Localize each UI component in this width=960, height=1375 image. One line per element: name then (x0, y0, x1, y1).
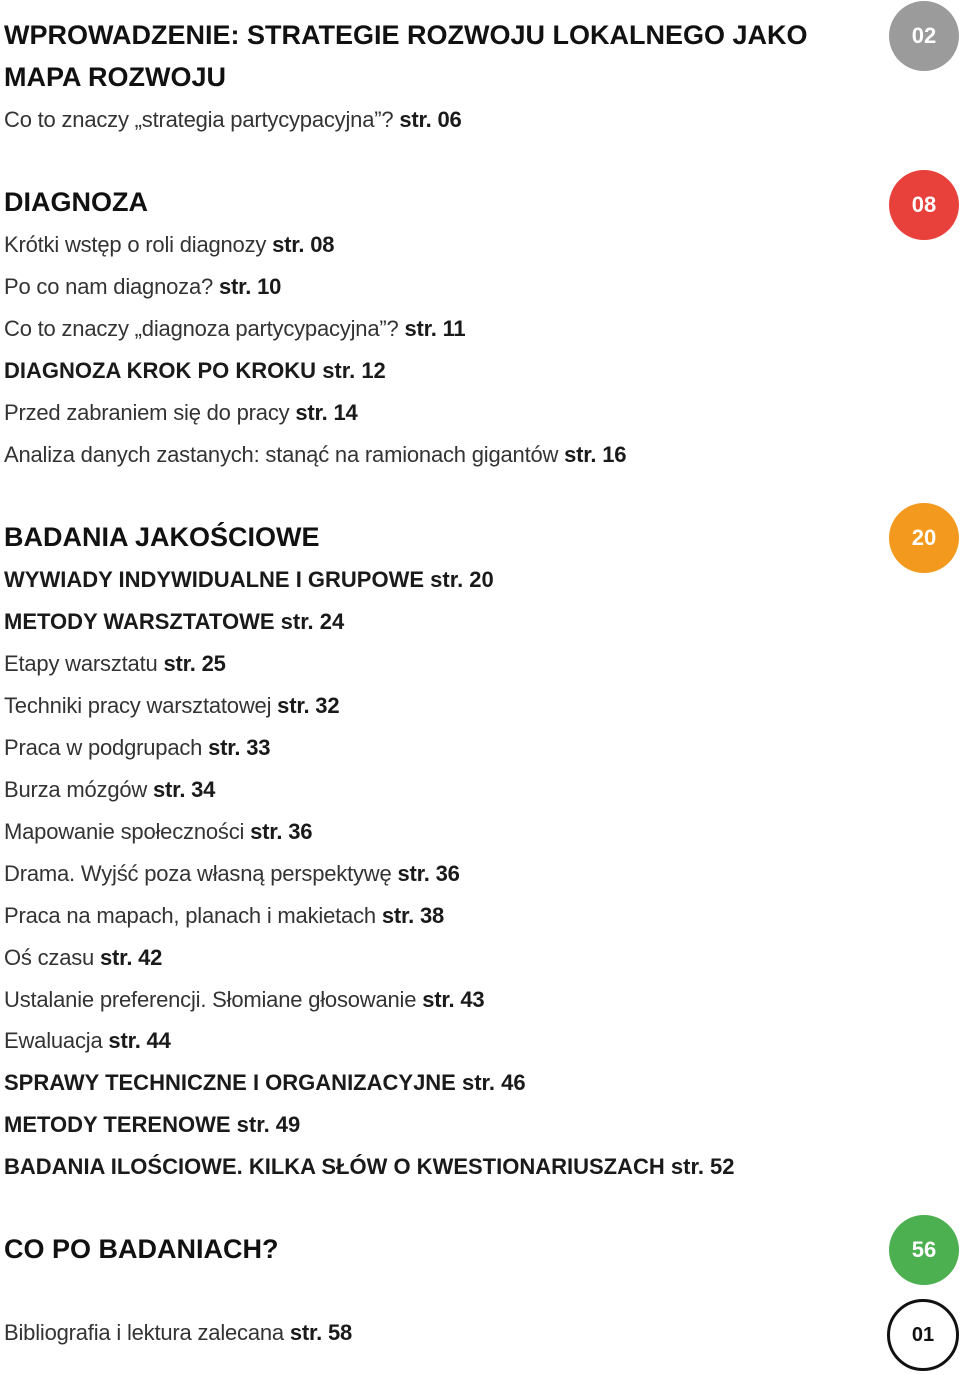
toc-entry-text: Drama. Wyjść poza własną perspektywę (4, 861, 398, 886)
toc-entry[interactable] (4, 314, 465, 344)
toc-entry[interactable] (4, 398, 358, 428)
toc-entry[interactable] (4, 272, 281, 302)
toc-entry[interactable] (4, 1318, 352, 1348)
toc-entry-page: str. 34 (153, 777, 216, 802)
section-title-wprowadzenie-line2: MAPA ROZWOJU (4, 62, 226, 92)
toc-entry[interactable] (4, 691, 339, 721)
toc-entry-text: Analiza danych zastanych: stanąć na ramionach gigantów (4, 442, 565, 467)
toc-entry-text: Mapowanie społeczności (4, 819, 251, 844)
toc-entry[interactable] (4, 733, 270, 763)
toc-entry-text: METODY TERENOWE (4, 1112, 237, 1137)
toc-entry[interactable] (4, 1152, 735, 1182)
toc-entry-page: str. 06 (399, 107, 462, 132)
toc-entry-text: Etapy warsztatu (4, 651, 164, 676)
toc-entry[interactable] (4, 817, 312, 847)
toc-entry-page: str. 32 (277, 693, 340, 718)
toc-entry[interactable] (4, 565, 494, 595)
toc-entry[interactable] (4, 440, 626, 470)
toc-entry-text: METODY WARSZTATOWE (4, 609, 281, 634)
toc-entry-text: Ewaluacja (4, 1028, 109, 1053)
toc-entry-page: str. 36 (397, 861, 460, 886)
toc-entry-page: str. 24 (280, 609, 345, 634)
toc-entry-page: str. 46 (461, 1070, 526, 1095)
toc-entry-text: SPRAWY TECHNICZNE I ORGANIZACYJNE (4, 1070, 462, 1095)
toc-entry-text: Co to znaczy „diagnoza partycypacyjna”? (4, 316, 405, 341)
toc-entry[interactable] (4, 649, 226, 679)
toc-entry[interactable] (4, 775, 215, 805)
toc-entry-page: str. 16 (564, 442, 627, 467)
toc-entry-text: Oś czasu (4, 945, 101, 970)
toc-entry-page: str. 12 (322, 358, 386, 383)
toc-entry-page: str. 14 (295, 400, 358, 425)
toc-entry[interactable] (4, 901, 444, 931)
toc-entry[interactable] (4, 943, 162, 973)
toc-entry[interactable] (4, 1068, 526, 1098)
toc-entry-page: str. 43 (422, 987, 485, 1012)
toc-entry-text: Bibliografia i lektura zalecana (4, 1320, 290, 1345)
toc-entry[interactable] (4, 356, 386, 386)
toc-entry-page: str. 44 (108, 1028, 171, 1053)
toc-entry-page: str. 42 (100, 945, 163, 970)
section-title-badania-jakosciowe: BADANIA JAKOŚCIOWE (4, 522, 320, 552)
page-number-badge: 01 (887, 1299, 959, 1371)
toc-entry[interactable] (4, 105, 462, 135)
toc-entry[interactable] (4, 607, 344, 637)
section-badge-56: 56 (889, 1215, 959, 1285)
toc-entry-page: str. 11 (404, 316, 466, 341)
toc-entry-text: Burza mózgów (4, 777, 154, 802)
section-badge-08: 08 (889, 170, 959, 240)
toc-entry[interactable] (4, 1110, 300, 1140)
toc-entry-text: Techniki pracy warsztatowej (4, 693, 278, 718)
toc-entry[interactable] (4, 859, 460, 889)
toc-entry-page: str. 10 (218, 274, 282, 299)
toc-entry-page: str. 08 (272, 232, 335, 257)
section-badge-20: 20 (889, 503, 959, 573)
toc-entry-text: Praca w podgrupach (4, 735, 209, 760)
toc-entry-text: DIAGNOZA KROK PO KROKU (4, 358, 323, 383)
toc-entry-text: Ustalanie preferencji. Słomiane głosowanie (4, 987, 423, 1012)
toc-entry-text: Przed zabraniem się do pracy (4, 400, 296, 425)
toc-entry-text: Krótki wstęp o roli diagnozy (4, 232, 273, 257)
section-title-diagnoza: DIAGNOZA (4, 187, 148, 217)
toc-entry-page: str. 36 (250, 819, 313, 844)
toc-entry[interactable] (4, 1026, 171, 1056)
toc-entry-page: str. 58 (289, 1320, 353, 1345)
section-badge-02: 02 (889, 1, 959, 71)
toc-entry-page: str. 49 (236, 1112, 301, 1137)
toc-entry-text: BADANIA ILOŚCIOWE. KILKA SŁÓW O KWESTIONARIUSZACH (4, 1154, 671, 1179)
section-title-wprowadzenie-line1: WPROWADZENIE: STRATEGIE ROZWOJU LOKALNEGO JAKO (4, 20, 808, 50)
toc-entry-page: str. 52 (670, 1154, 735, 1179)
section-title-co-po-badaniach: CO PO BADANIACH? (4, 1234, 279, 1264)
toc-entry[interactable] (4, 230, 334, 260)
toc-entry-page: str. 20 (430, 567, 494, 592)
toc-entry-text: Co to znaczy „strategia partycypacyjna”? (4, 107, 400, 132)
toc-entry-page: str. 38 (381, 903, 445, 928)
toc-entry-page: str. 33 (208, 735, 271, 760)
toc-entry-text: Po co nam diagnoza? (4, 274, 219, 299)
toc-entry-text: Praca na mapach, planach i makietach (4, 903, 382, 928)
toc-entry-text: WYWIADY INDYWIDUALNE I GRUPOWE (4, 567, 431, 592)
toc-entry[interactable] (4, 985, 484, 1015)
toc-entry-page: str. 25 (163, 651, 226, 676)
